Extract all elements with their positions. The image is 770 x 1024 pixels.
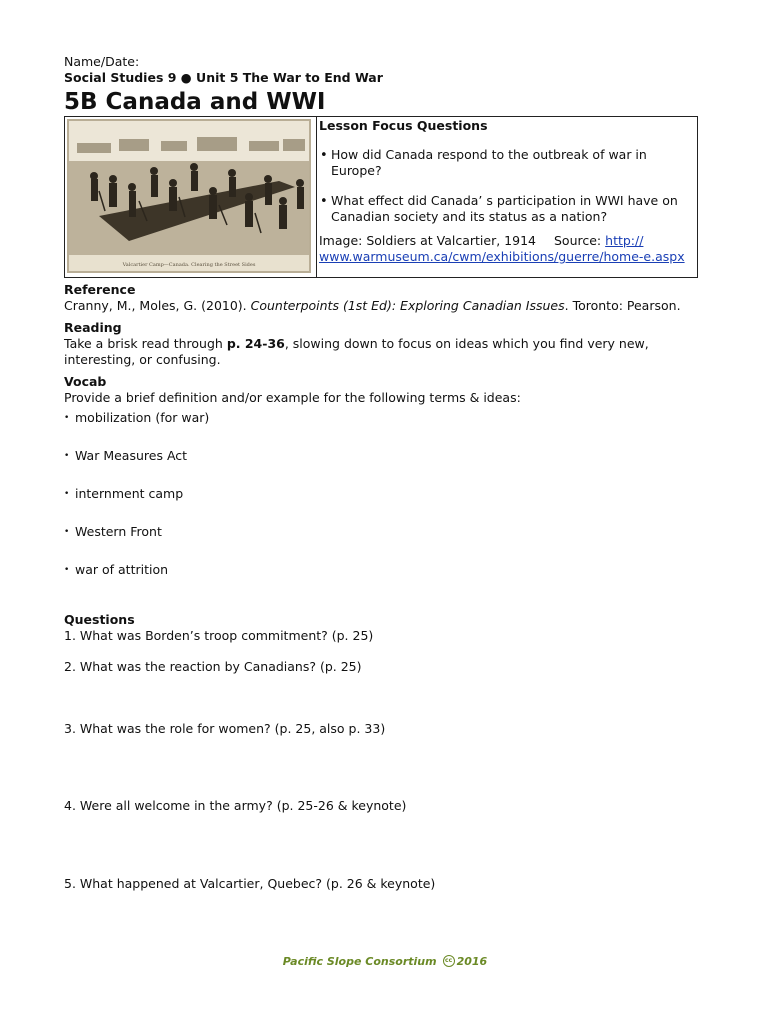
image-label: Image: Soldiers at Valcartier, 1914 xyxy=(319,233,536,248)
reference-heading: Reference xyxy=(64,282,136,297)
question-item: 4. Were all welcome in the army? (p. 25-26 & keynote) xyxy=(64,798,407,813)
worksheet-page xyxy=(64,54,704,600)
reference-section xyxy=(64,282,704,314)
footer-credit xyxy=(0,955,770,968)
vocab-term: • Western Front xyxy=(64,524,704,562)
reading-instructions xyxy=(64,336,704,368)
questions-heading: Questions xyxy=(64,612,135,627)
citation-authors: Cranny, M., Moles, G. (2010). xyxy=(64,298,251,313)
lesson-focus-title: Lesson Focus Questions xyxy=(319,118,488,133)
page-title: 5B Canada and WWI xyxy=(64,89,326,115)
vocab-term: • mobilization (for war) xyxy=(64,410,704,448)
footer-year: 2016 xyxy=(456,955,488,968)
photo-caption: Valcartier Camp—Canada. Clearing the Street Sides xyxy=(122,262,256,268)
reading-pre: Take a brisk read through xyxy=(64,336,227,351)
focus-question: • How did Canada respond to the outbreak of war in Europe? xyxy=(319,147,695,179)
vocab-term: • war of attrition xyxy=(64,562,704,600)
source-link-url[interactable]: www.warmuseum.ca/cwm/exhibitions/guerre/home-e.aspx xyxy=(319,249,685,264)
source-link[interactable]: http:// xyxy=(605,233,644,248)
soldiers-photo xyxy=(67,119,311,273)
reading-section xyxy=(64,320,704,368)
vocab-term: • internment camp xyxy=(64,486,704,524)
soldiers-photo-image xyxy=(69,121,309,271)
reading-post: , slowing down to focus on ideas which you find very new, interesting, or confusing. xyxy=(64,336,649,367)
course-unit-line: Social Studies 9 ● Unit 5 The War to End War xyxy=(64,70,383,85)
reference-citation xyxy=(64,298,704,314)
image-source-line xyxy=(319,233,695,265)
vocab-list xyxy=(64,410,704,600)
question-item: 2. What was the reaction by Canadians? (p. 25) xyxy=(64,659,362,674)
source-label: Source: xyxy=(554,233,602,248)
focus-question-list xyxy=(319,147,695,225)
vocab-term: • War Measures Act xyxy=(64,448,704,486)
vocab-heading: Vocab xyxy=(64,374,107,389)
reading-pages: p. 24-36 xyxy=(226,336,285,351)
question-item: 3. What was the role for women? (p. 25, also p. 33) xyxy=(64,721,386,736)
creative-commons-icon: cc xyxy=(443,955,455,967)
photo-cell xyxy=(65,117,317,277)
question-item: 1. What was Borden’s troop commitment? (p. 25) xyxy=(64,628,374,643)
focus-cell xyxy=(317,117,697,277)
vocab-section xyxy=(64,374,704,600)
vocab-intro: Provide a brief definition and/or example for the following terms & ideas: xyxy=(64,390,521,405)
lesson-box xyxy=(64,116,698,278)
name-date-line: Name/Date: xyxy=(64,54,140,69)
citation-publisher: . Toronto: Pearson. xyxy=(564,298,681,313)
reading-heading: Reading xyxy=(64,320,122,335)
citation-book: Counterpoints (1st Ed): Exploring Canadian Issues xyxy=(250,298,565,313)
footer-org: Pacific Slope Consortium xyxy=(282,955,437,968)
question-item: 5. What happened at Valcartier, Quebec? (p. 26 & keynote) xyxy=(64,876,436,891)
focus-question: • What effect did Canada’ s participation in WWI have on Canadian society and its status as a nation? xyxy=(319,193,695,225)
